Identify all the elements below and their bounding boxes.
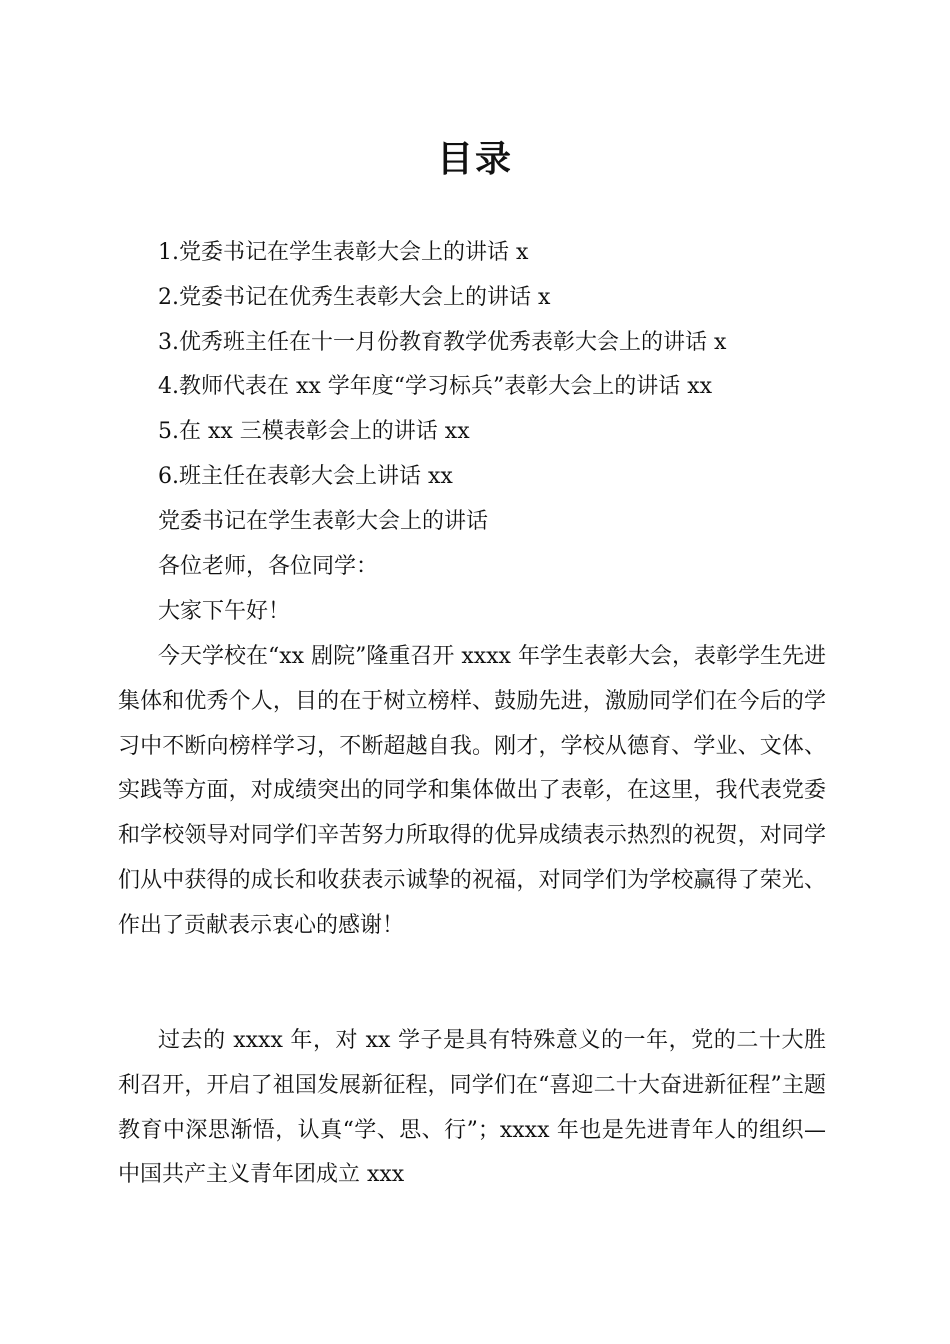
greeting: 大家下午好！ [158,599,291,624]
toc-item: 1.党委书记在学生表彰大会上的讲话 x [158,240,529,265]
body-paragraph: 今天学校在“xx 剧院”隆重召开 xxxx 年学生表彰大会，表彰学生先进集体和优秀个人，目的在于树立榜样、鼓励先进，激励同学们在今后的学习中不断向榜样学习，不断超越自我。刚才，学校从德育、学业、文体、实践等方面，对成绩突出的同学和集体做出了表彰，在这里，我代表党委和学校领导对同学们辛苦努力所取得的优异成绩表示热烈的祝贺，对同学们从中获得的成长和收获表示诚挚的祝福，对同学们为学校赢得了荣光、作出了贡献表示衷心的感谢！ [118,644,826,938]
document-title: 目录 [436,139,513,180]
table-of-contents [158,231,858,500]
toc-item: 5.在 xx 三模表彰会上的讲话 xx [158,419,470,445]
speech-title: 党委书记在学生表彰大会上的讲话 [158,509,489,534]
toc-item: 2.党委书记在优秀生表彰大会上的讲话 x [158,284,551,310]
salutation: 各位老师，各位同学： [158,554,379,579]
toc-item: 6.班主任在表彰大会上讲话 xx [158,463,453,489]
body-paragraph: 过去的 xxxx 年，对 xx 学子是具有特殊意义的一年，党的二十大胜利召开，开启了祖国发展新征程，同学们在“喜迎二十大奋进新征程”主题教育中深思渐悟，认真“学、思、行”；xxxx 年也是先进青年人的组织—中国共产主义青年团成立 xxx [118,1028,826,1188]
toc-item: 4.教师代表在 xx 学年度“学习标兵”表彰大会上的讲话 xx [158,374,713,400]
toc-item: 3.优秀班主任在十一月份教育教学优秀表彰大会上的讲话 x [158,329,727,355]
